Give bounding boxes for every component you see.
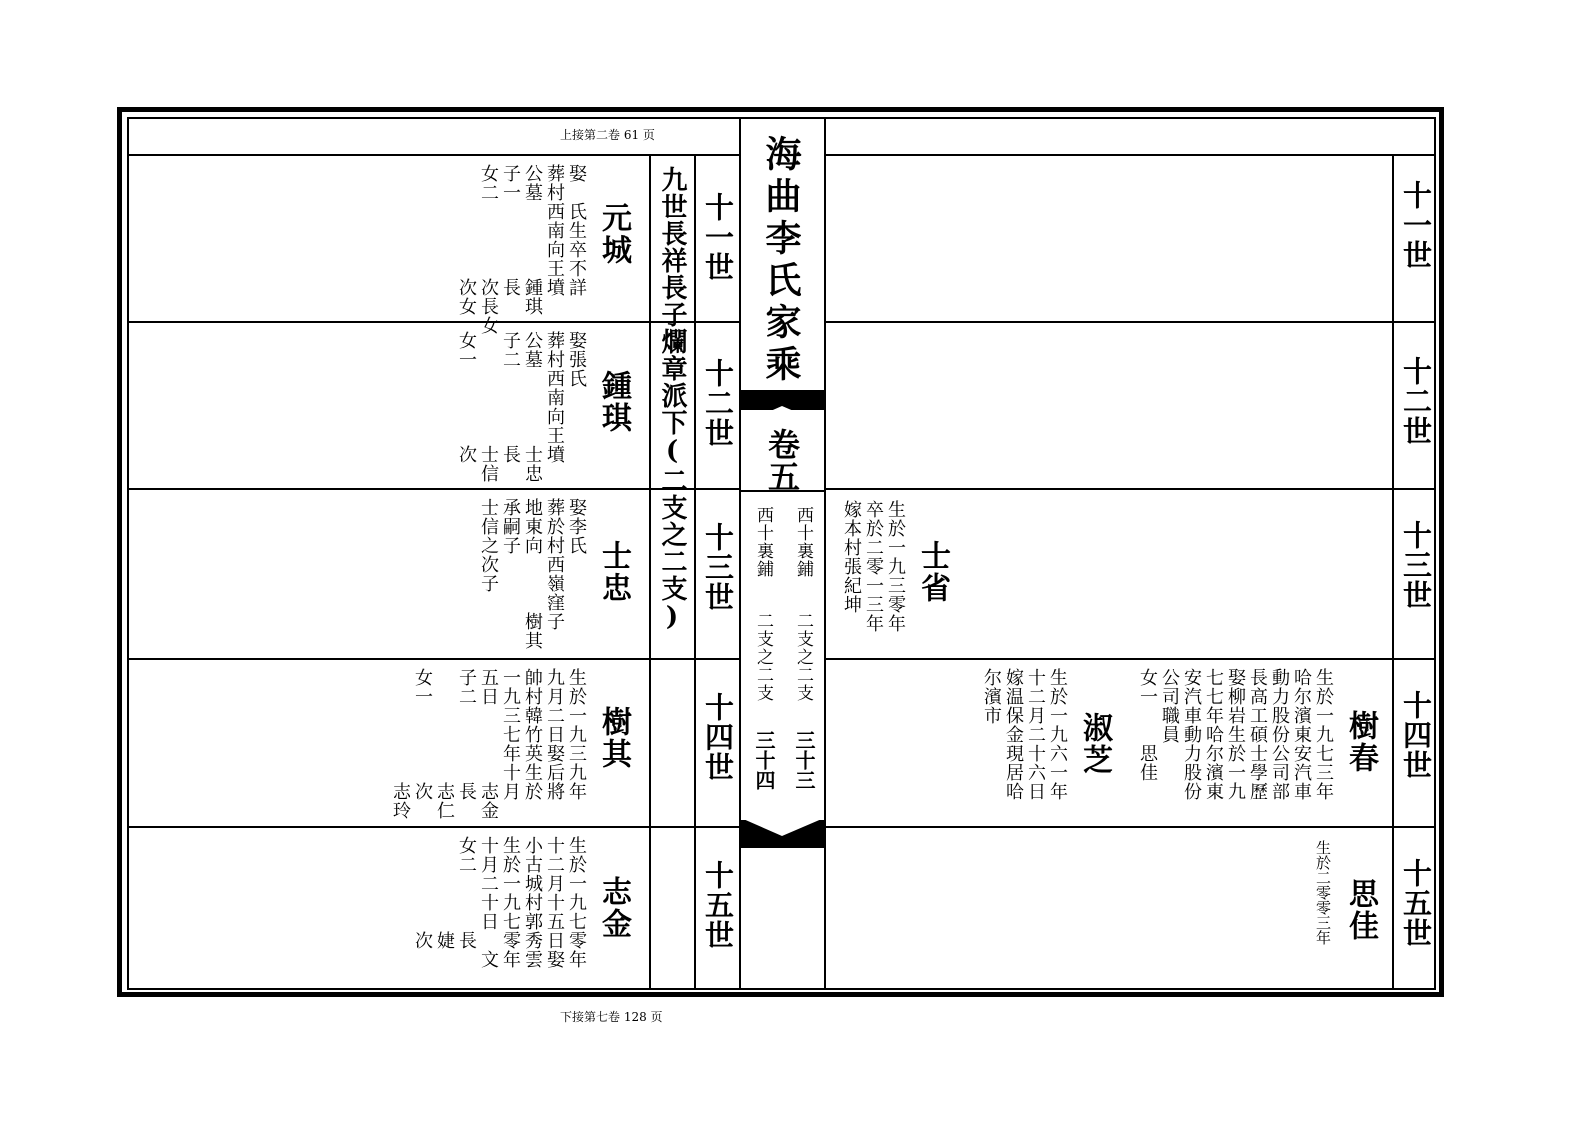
spine-place-1: 西十裏鋪 — [793, 506, 813, 578]
entry-text: 次女 — [456, 164, 477, 316]
entry-text: 志仁 — [434, 668, 455, 820]
entry-text: 女二 長 — [456, 836, 477, 950]
volume-label: 卷五 — [763, 428, 801, 492]
entry-text: 十月二十日 文 — [478, 836, 499, 969]
gen-label-11: 十一世 — [701, 192, 735, 282]
entry-text: 尔濱市 — [981, 668, 1002, 725]
entry-text: 次 — [412, 836, 433, 950]
branch-title: 九世長祥長子爛章派下(二支之二支) — [657, 166, 687, 633]
gen-label-15-right: 十五世 — [1399, 858, 1433, 948]
entry-text: 女一 次 — [456, 331, 477, 464]
entry-text: 嫁本村張紀坤 — [841, 500, 862, 614]
entry-text: 子二 長 — [456, 668, 477, 801]
entry-text: 帥村韓竹英生於 — [522, 668, 543, 801]
entry-text: 士信 — [478, 331, 499, 483]
entry-text: 生於一九七三年 — [1313, 668, 1334, 801]
person-name: 士省 — [915, 540, 950, 604]
gen-label-14: 十四世 — [701, 692, 735, 782]
spine-page-1: 三十三 — [792, 730, 816, 790]
entry-text: 七七年哈尔濱東 — [1203, 668, 1224, 801]
spine-chevron-top — [741, 406, 824, 424]
branch-col-rule — [649, 154, 651, 990]
gen-label-15: 十五世 — [701, 860, 735, 950]
entry-text: 生於一九七零年 — [566, 836, 587, 969]
spine-branch-2: 二支之二支 — [753, 612, 773, 702]
entry-text: 安汽車動力股份 — [1181, 668, 1202, 801]
entry-text: 葬村西南向王墳 — [544, 331, 565, 464]
entry-text: 公墓 士忠 — [522, 331, 543, 483]
gen-label-13: 十三世 — [701, 522, 735, 612]
person-name: 士忠 — [596, 540, 631, 604]
book-title: 海曲李氏家乘 — [760, 135, 802, 387]
row-rule — [826, 488, 1436, 490]
entry-text: 哈尔濱東安汽車 — [1291, 668, 1312, 801]
entry-text: 娶 氏生卒不詳 — [566, 164, 587, 297]
entry-text: 長高工碩士學歷 — [1247, 668, 1268, 801]
person-name: 鍾琪 — [596, 370, 631, 434]
spine-rule — [741, 490, 824, 492]
entry-text: 動力股份公司部 — [1269, 668, 1290, 801]
entry-text: 女一 思佳 — [1137, 668, 1158, 782]
person-name: 思佳 — [1343, 878, 1378, 942]
entry-text: 卒於二零一三年 — [863, 500, 884, 633]
entry-text: 生於一九六一年 — [1047, 668, 1068, 801]
entry-text: 娶張氏 — [566, 331, 587, 388]
entry-text: 娶李氏 — [566, 498, 587, 555]
gen-label-11-right: 十一世 — [1399, 180, 1433, 270]
entry-text: 葬村西南向王墳 — [544, 164, 565, 297]
gen-label-12: 十二世 — [701, 358, 735, 448]
row-rule — [826, 658, 1436, 660]
gen-col-rule-right — [1392, 154, 1394, 990]
entry-text: 生於一九三九年 — [566, 668, 587, 801]
entry-text: 娶柳岩生於一九 — [1225, 668, 1246, 801]
header-rule-right — [826, 154, 1436, 156]
entry-text: 士信之次子 — [478, 498, 499, 593]
entry-text: 女一 次 — [412, 668, 433, 801]
spine-chevron-bottom — [741, 818, 824, 836]
top-connect-note: 上接第二卷 61 页 — [560, 128, 655, 142]
row-rule — [826, 826, 1436, 828]
entry-text: 一九三七年十月 — [500, 668, 521, 801]
entry-text: 生於一九三零年 — [885, 500, 906, 633]
person-name: 樹春 — [1343, 710, 1378, 774]
entry-text: 十二月十五日娶 — [544, 836, 565, 969]
entry-text: 女二 次長女 — [478, 164, 499, 335]
bottom-connect-note: 下接第七卷 128 页 — [560, 1010, 663, 1024]
gen-col-rule — [694, 154, 696, 990]
entry-text: 五日 志金 — [478, 668, 499, 820]
entry-text: 子一 長 — [500, 164, 521, 297]
gen-label-12-right: 十二世 — [1399, 356, 1433, 446]
entry-text: 九月二日娶后將 — [544, 668, 565, 801]
entry-text: 公墓 鍾琪 — [522, 164, 543, 316]
person-name: 元城 — [596, 202, 631, 266]
entry-text: 志玲 — [390, 668, 411, 820]
gen-label-13-right: 十三世 — [1399, 520, 1433, 610]
book-title-box — [741, 117, 824, 392]
entry-text: 地東向 樹其 — [522, 498, 543, 650]
person-name: 淑芝 — [1077, 712, 1112, 776]
spine-place-2: 西十裏鋪 — [753, 506, 773, 578]
spine-branch-1: 二支之二支 — [793, 612, 813, 702]
row-rule — [826, 321, 1436, 323]
person-name: 志金 — [596, 876, 631, 940]
entry-text: 十二月二十六日 — [1025, 668, 1046, 801]
entry-text: 葬於村西嶺窪子 — [544, 498, 565, 631]
entry-text: 生於一九七零年 — [500, 836, 521, 969]
spine-rule-right — [824, 117, 826, 990]
gen-label-14-right: 十四世 — [1399, 690, 1433, 780]
entry-text: 生於二零零三年 — [1314, 840, 1332, 945]
spine-page-2: 三十四 — [752, 730, 776, 790]
entry-text: 子二 長 — [500, 331, 521, 464]
entry-text: 婕 — [434, 836, 455, 950]
entry-text: 公司職員 — [1159, 668, 1180, 744]
person-name: 樹其 — [596, 706, 631, 770]
entry-text: 嫁温保金現居哈 — [1003, 668, 1024, 801]
entry-text: 承嗣子 — [500, 498, 521, 555]
entry-text: 小古城村郭秀雲 — [522, 836, 543, 969]
